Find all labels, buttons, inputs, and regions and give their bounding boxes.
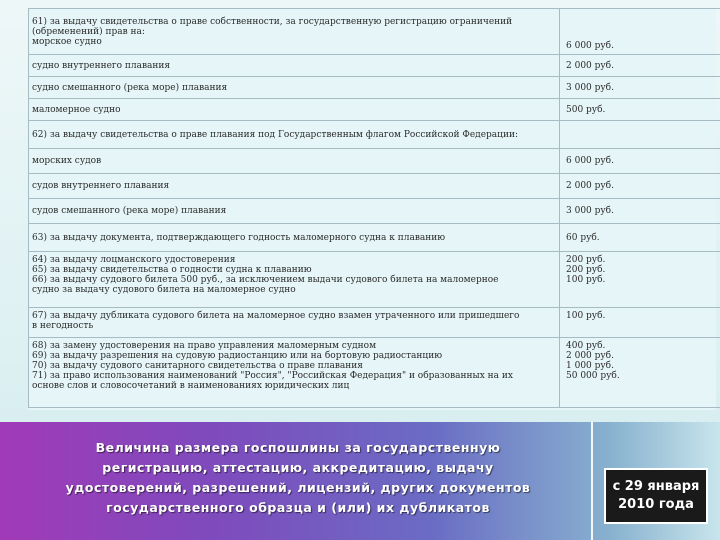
item-62-header: 62) за выдачу свидетельства о праве плавания под Государственным флагом Российской Федерации:	[29, 121, 560, 149]
item-62-sub2: судов внутреннего плавания	[29, 174, 560, 199]
item-61-line2: (обременений) прав на:	[32, 26, 145, 37]
price-69: 2 000 руб.	[566, 351, 614, 361]
item-62-price2: 2 000 руб.	[560, 174, 720, 199]
item-61-sub1: морское судно	[32, 36, 102, 47]
table-row	[29, 9, 720, 55]
item-61-price1: 6 000 руб.	[560, 9, 720, 55]
item-62-sub1: морских судов	[29, 149, 560, 174]
item-63-price: 60 руб.	[560, 224, 720, 252]
table-row	[29, 55, 720, 77]
item-66-line2: судно за выдачу судового билета на маломерное судно	[32, 285, 296, 295]
item-71-line1: 71) за право использования наименований "Россия", "Российская Федерация" и образованных на их	[32, 371, 513, 381]
item-61-sub4: маломерное судно	[29, 99, 560, 121]
price-65: 200 руб.	[566, 265, 606, 275]
item-68: 68) за замену удостоверения на право управления маломерным судном	[32, 341, 377, 351]
item-71-line2: основе слов и словосочетаний в наименованиях юридических лиц	[32, 381, 350, 391]
fee-table-panel	[28, 8, 716, 410]
date-badge	[604, 468, 708, 524]
table-row	[29, 338, 720, 408]
item-69: 69) за выдачу разрешения на судовую радиостанцию или на бортовую радиостанцию	[32, 351, 443, 361]
table-row	[29, 252, 720, 308]
item-61-sub3: судно смешанного (река море) плавания	[29, 77, 560, 99]
item-61-cell	[29, 9, 560, 55]
banner-line2: регистрацию, аттестацию, аккредитацию, выдачу	[102, 460, 494, 475]
item-63-text: 63) за выдачу документа, подтверждающего годность маломерного судна к плаванию	[29, 224, 560, 252]
table-row	[29, 149, 720, 174]
item-61-sub2: судно внутреннего плавания	[29, 55, 560, 77]
price-66: 100 руб.	[566, 275, 606, 285]
item-67-line1: 67) за выдачу дубликата судового билета на маломерное судно взамен утраченного или пришедшего	[32, 311, 520, 321]
table-row	[29, 224, 720, 252]
item-65: 65) за выдачу свидетельства о годности судна к плаванию	[32, 265, 312, 275]
banner-line3: удостоверений, разрешений, лицензий, других документов	[65, 480, 531, 495]
table-row	[29, 174, 720, 199]
item-64: 64) за выдачу лоцманского удостоверения	[32, 255, 236, 265]
item-61-price2: 2 000 руб.	[560, 55, 720, 77]
item-67-cell	[29, 308, 560, 338]
prices-68-71-cell	[560, 338, 720, 408]
prices-64-66-cell	[560, 252, 720, 308]
fee-table	[28, 8, 720, 408]
items-64-66-cell	[29, 252, 560, 308]
table-row	[29, 121, 720, 149]
date-text	[606, 470, 706, 522]
item-67-line2: в негодность	[32, 321, 94, 331]
item-61-price3: 3 000 руб.	[560, 77, 720, 99]
banner-line1: Величина размера госпошлины за государственную	[95, 440, 501, 455]
banner-line4: государственного образца и (или) их дубликатов	[106, 500, 490, 515]
price-71: 50 000 руб.	[566, 371, 620, 381]
table-row	[29, 308, 720, 338]
table-row	[29, 99, 720, 121]
price-64: 200 руб.	[566, 255, 606, 265]
items-68-71-cell	[29, 338, 560, 408]
price-68: 400 руб.	[566, 341, 606, 351]
date-line1: с 29 января	[612, 479, 700, 494]
item-62-price1: 6 000 руб.	[560, 149, 720, 174]
banner-title	[18, 428, 578, 528]
date-line2: 2010 года	[618, 497, 694, 512]
item-62-sub3: судов смешанного (река море) плавания	[29, 199, 560, 224]
empty-cell	[560, 121, 720, 149]
item-67-price: 100 руб.	[560, 308, 720, 338]
item-61-line1: 61) за выдачу свидетельства о праве собственности, за государственную регистрацию ограничений	[32, 16, 513, 27]
item-61-price4: 500 руб.	[560, 99, 720, 121]
banner-divider	[591, 422, 593, 540]
table-row	[29, 199, 720, 224]
item-70: 70) за выдачу судового санитарного свидетельства о праве плавания	[32, 361, 363, 371]
item-66-line1: 66) за выдачу судового билета 500 руб., за исключением выдачи судового билета на маломерное	[32, 275, 499, 285]
item-62-price3: 3 000 руб.	[560, 199, 720, 224]
price-70: 1 000 руб.	[566, 361, 614, 371]
table-row	[29, 77, 720, 99]
